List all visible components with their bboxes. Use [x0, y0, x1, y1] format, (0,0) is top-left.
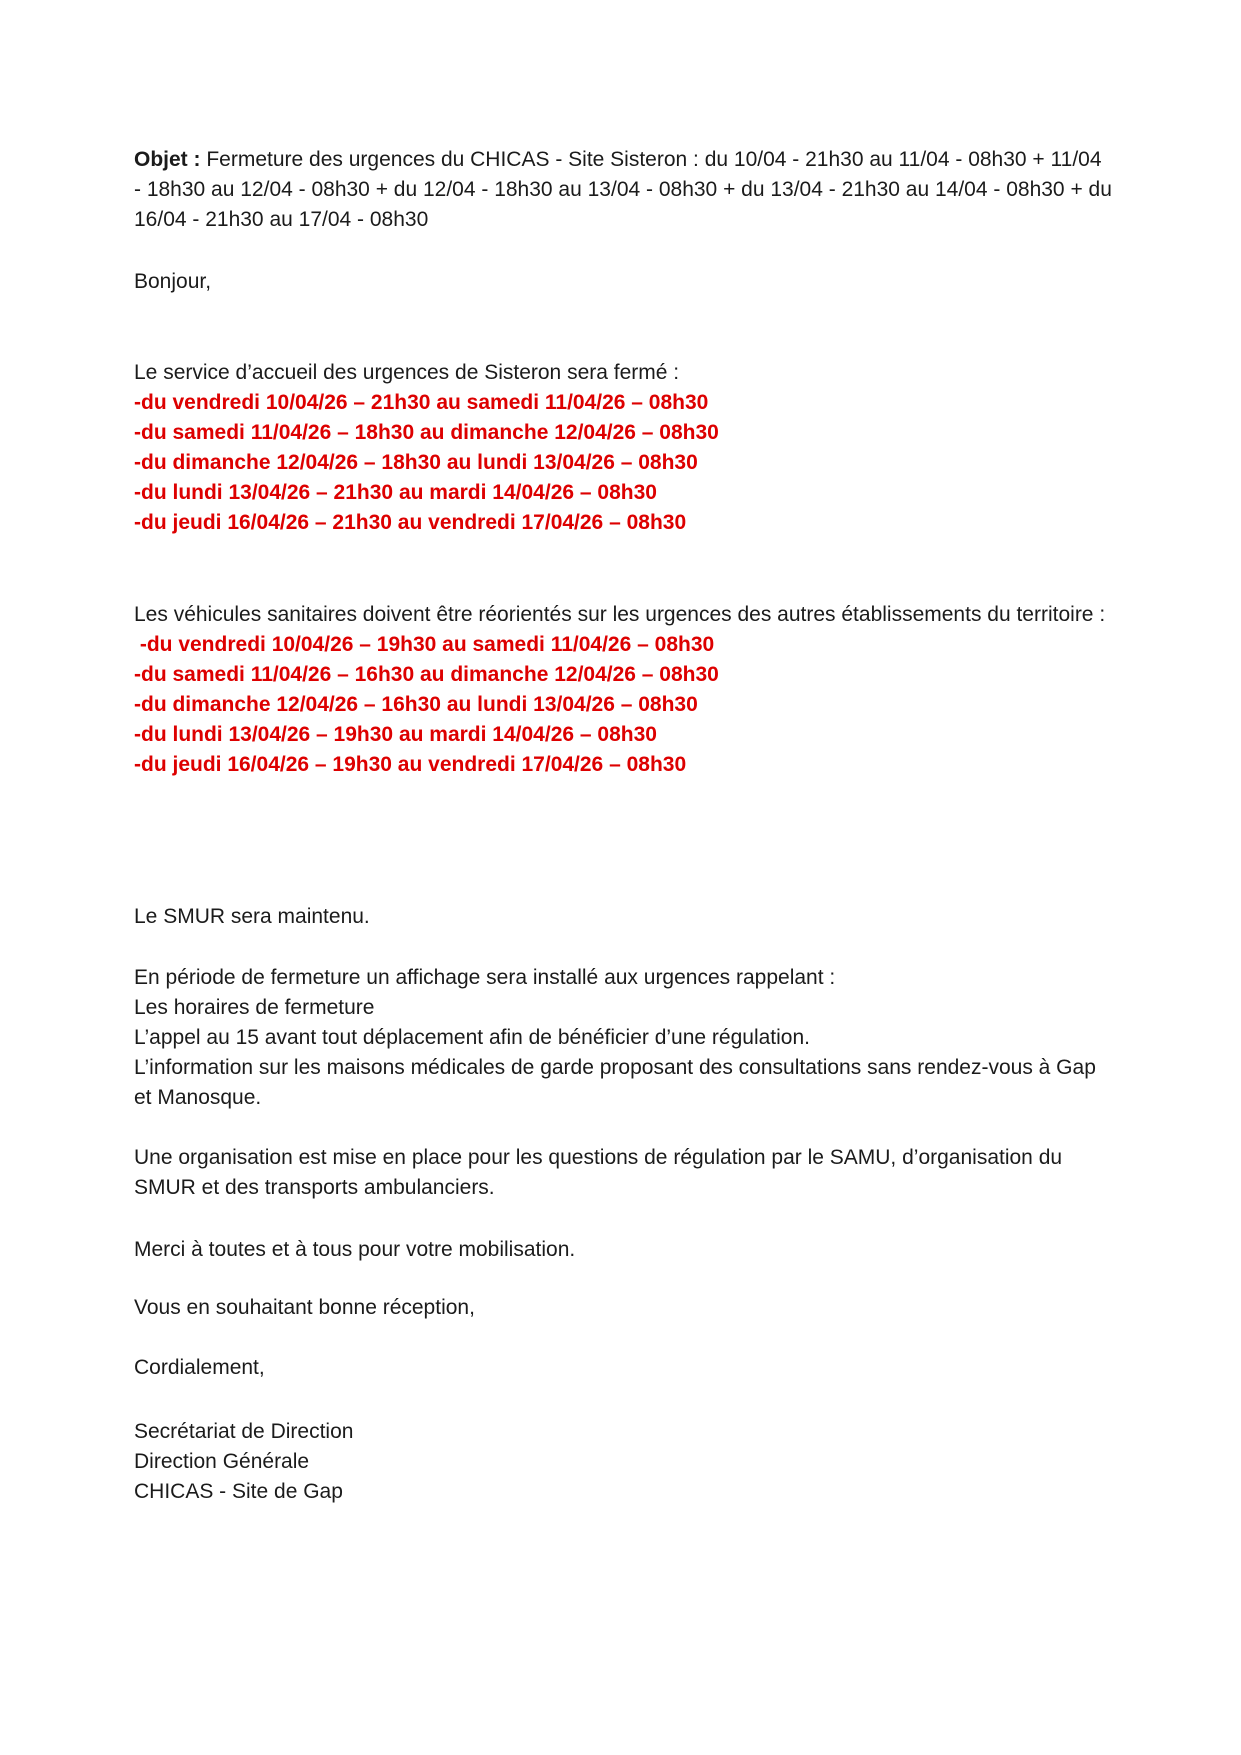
signage-item: L’information sur les maisons médicales de garde proposant des consultations sans rendez-vous à Gap et Manosque.	[134, 1056, 1096, 1109]
reroute-period-line: -du vendredi 10/04/26 – 19h30 au samedi 11/04/26 – 08h30	[134, 633, 715, 656]
closure-section	[134, 358, 1114, 538]
signature-line: CHICAS - Site de Gap	[134, 1480, 343, 1503]
closure-period-line: -du samedi 11/04/26 – 18h30 au dimanche 12/04/26 – 08h30	[134, 421, 719, 444]
closure-period-line: -du vendredi 10/04/26 – 21h30 au samedi 11/04/26 – 08h30	[134, 391, 709, 414]
signature-block	[134, 1417, 1114, 1507]
greeting: Bonjour,	[134, 270, 212, 293]
signage-item: Les horaires de fermeture	[134, 996, 375, 1019]
closure-period-line: -du lundi 13/04/26 – 21h30 au mardi 14/04/26 – 08h30	[134, 481, 657, 504]
signage-section	[134, 963, 1114, 1113]
signage-item: L’appel au 15 avant tout déplacement afin de bénéficier d’une régulation.	[134, 1026, 810, 1049]
organisation-note: Une organisation est mise en place pour les questions de régulation par le SAMU, d’organisation du SMUR et des transports ambulanciers.	[134, 1146, 1063, 1199]
subject-paragraph	[134, 145, 1114, 235]
closing-wish: Vous en souhaitant bonne réception,	[134, 1296, 475, 1319]
reroute-period-line: -du lundi 13/04/26 – 19h30 au mardi 14/04/26 – 08h30	[134, 723, 657, 746]
closure-intro: Le service d’accueil des urgences de Sisteron sera fermé :	[134, 361, 680, 384]
reroute-section	[134, 600, 1114, 780]
closure-period-line: -du dimanche 12/04/26 – 18h30 au lundi 13/04/26 – 08h30	[134, 451, 698, 474]
signature-line: Direction Générale	[134, 1450, 310, 1473]
thanks-line: Merci à toutes et à tous pour votre mobilisation.	[134, 1238, 576, 1261]
reroute-period-line: -du samedi 11/04/26 – 16h30 au dimanche 12/04/26 – 08h30	[134, 663, 719, 686]
closing: Cordialement,	[134, 1356, 265, 1379]
reroute-intro: Les véhicules sanitaires doivent être réorientés sur les urgences des autres établissements du territoire :	[134, 603, 1106, 626]
subject-label: Objet :	[134, 148, 201, 171]
subject-text: Fermeture des urgences du CHICAS - Site Sisteron : du 10/04 - 21h30 au 11/04 - 08h30 + 11/04 - 18h30 au 12/04 - 08h30 + du 12/04 - 18h30 au 13/04 - 08h30 + du 13/04 - 21h30 au 14/04 - 08h30 + du 16/04 - 21h30 au 17/04 - 08h30	[134, 148, 1112, 231]
reroute-period-line: -du jeudi 16/04/26 – 19h30 au vendredi 17/04/26 – 08h30	[134, 753, 687, 776]
signage-intro: En période de fermeture un affichage sera installé aux urgences rappelant :	[134, 966, 836, 989]
reroute-period-line: -du dimanche 12/04/26 – 16h30 au lundi 13/04/26 – 08h30	[134, 693, 698, 716]
smur-note: Le SMUR sera maintenu.	[134, 905, 370, 928]
signature-line: Secrétariat de Direction	[134, 1420, 354, 1443]
closure-period-line: -du jeudi 16/04/26 – 21h30 au vendredi 17/04/26 – 08h30	[134, 511, 687, 534]
